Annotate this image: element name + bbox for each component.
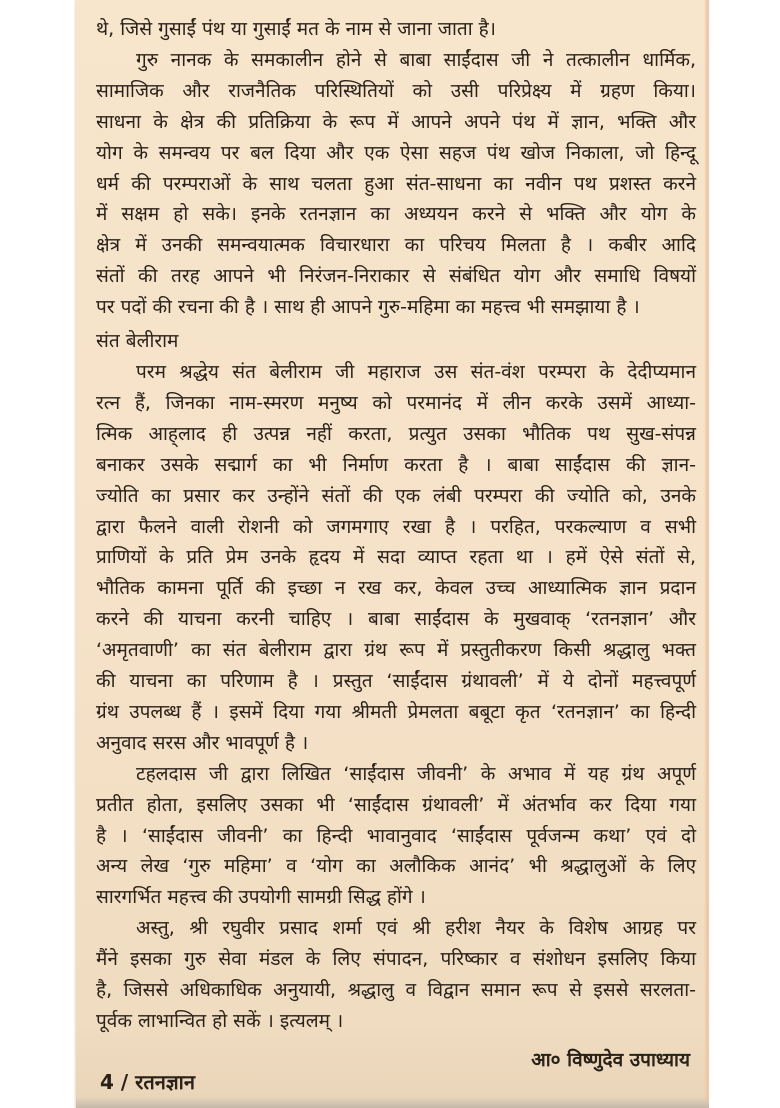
book-page [76, 0, 709, 1108]
text-line: साधना के क्षेत्र की प्रतिक्रिया के रूप में आपने अपने पंथ में ज्ञान, भक्ति और [96, 110, 696, 133]
text-line: अन्य लेख ‘गुरु महिमा’ व ‘योग का अलौकिक आनंद’ भी श्रद्धालुओं के लिए [96, 855, 696, 878]
text-line: ग्रंथ उपलब्ध हैं । इसमें दिया गया श्रीमती प्रेमलता बबूटा कृत ‘रतनज्ञान’ का हिन्दी [96, 700, 696, 723]
paragraph [96, 14, 696, 45]
text-line: धर्म की परम्पराओं के साथ चलता हुआ संत-साधना का नवीन पथ प्रशस्त करने [96, 172, 696, 195]
text-line: ‘अमृतवाणी’ का संत बेलीराम द्वारा ग्रंथ रूप में प्रस्तुतीकरण किसी श्रद्धालु भक्त [96, 639, 696, 662]
text-line: है । ‘साईंदास जीवनी’ का हिन्दी भावानुवाद ‘साईंदास पूर्वजन्म कथा’ एवं दो [96, 824, 696, 847]
paragraph [96, 759, 696, 914]
page-text-block [96, 14, 696, 1076]
text-line: संतों की तरह आपने भी निरंजन-निराकार से संबंधित योग और समाधि विषयों [96, 265, 696, 288]
text-line: अनुवाद सरस और भावपूर्ण है । [96, 731, 309, 754]
text-line: अस्तु, श्री रघुवीर प्रसाद शर्मा एवं श्री हरीश नैयर के विशेष आग्रह पर [136, 917, 696, 940]
text-line: करने की याचना करनी चाहिए । बाबा साईंदास के मुखवाक् ‘रतनज्ञान’ और [96, 608, 696, 631]
text-line: प्रतीत होता, इसलिए उसका भी ‘साईंदास ग्रंथावली’ में अंतर्भाव कर दिया गया [96, 793, 696, 816]
text-line: पर पदों की रचना की है । साथ ही आपने गुरु-महिमा का महत्त्व भी समझाया है । [96, 296, 640, 319]
page-footer: 4 / रतनज्ञान [100, 1070, 195, 1094]
text-line: परम श्रद्धेय संत बेलीराम जी महाराज उस संत-वंश परम्परा के देदीप्यमान [136, 360, 696, 383]
text-line: योग के समन्वय पर बल दिया और एक ऐसा सहज पंथ खोज निकाला, जो हिन्दू [96, 141, 696, 164]
paragraph [96, 357, 696, 759]
author-signature: आ० विष्णुदेव उपाध्याय [531, 1048, 690, 1071]
section-heading: संत बेलीराम [96, 330, 179, 353]
page-bottom-edge [76, 1097, 709, 1108]
text-line: पूर्वक लाभान्वित हो सकें । इत्यलम् । [96, 1010, 344, 1032]
paragraph [96, 45, 696, 323]
page-right-edge [704, 0, 709, 1100]
text-line: में सक्षम हो सके। इनके रतनज्ञान का अध्ययन करने से भक्ति और योग के [96, 203, 696, 226]
text-line: मैंने इसका गुरु सेवा मंडल के लिए संपादन, परिष्कार व संशोधन इसलिए किया [96, 948, 696, 971]
paragraph [96, 913, 696, 1037]
text-line: क्षेत्र में उनकी समन्वयात्मक विचारधारा का परिचय मिलता है । कबीर आदि [96, 234, 696, 257]
text-line: है, जिससे अधिकाधिक अनुयायी, श्रद्धालु व विद्वान समान रूप से इससे सरलता- [96, 979, 696, 1002]
text-line: रत्न हैं, जिनका नाम-स्मरण मनुष्य को परमानंद में लीन करके उसमें आध्या- [96, 391, 696, 414]
text-line: सारगर्भित महत्त्व की उपयोगी सामग्री सिद्ध होंगे । [96, 886, 426, 909]
text-line: प्राणियों के प्रति प्रेम उनके हृदय में सदा व्याप्त रहता था । हमें ऐसे संतों से, [96, 546, 696, 569]
text-line: सामाजिक और राजनैतिक परिस्थितियों को उसी परिप्रेक्ष्य में ग्रहण किया। [96, 79, 696, 102]
text-line: की याचना का परिणाम है । प्रस्तुत ‘साईंदास ग्रंथावली’ में ये दोनों महत्त्वपूर्ण [96, 670, 696, 693]
text-line: टहलदास जी द्वारा लिखित ‘साईंदास जीवनी’ के अभाव में यह ग्रंथ अपूर्ण [136, 762, 696, 785]
text-line: त्मिक आह्‌लाद ही उत्पन्न नहीं करता, प्रत्युत उसका भौतिक पथ सुख-संपन्न [96, 422, 696, 445]
text-line: भौतिक कामना पूर्ति की इच्छा न रख कर, केवल उच्च आध्यात्मिक ज्ञान प्रदान [96, 577, 696, 600]
text-line: ज्योति का प्रसार कर उन्होंने संतों की एक लंबी परम्परा की ज्योति को, उनके [96, 484, 696, 507]
text-line: थे, जिसे गुसाईं पंथ या गुसाईं मत के नाम से जाना जाता है। [96, 18, 496, 40]
text-line: बनाकर उसके सद्मार्ग का भी निर्माण करता है । बाबा साईंदास की ज्ञान- [96, 453, 696, 476]
text-line: द्वारा फैलने वाली रोशनी को जगमगाए रखा है । परहित, परकल्याण व सभी [96, 515, 696, 538]
text-line: गुरु नानक के समकालीन होने से बाबा साईंदास जी ने तत्कालीन धार्मिक, [136, 48, 696, 71]
